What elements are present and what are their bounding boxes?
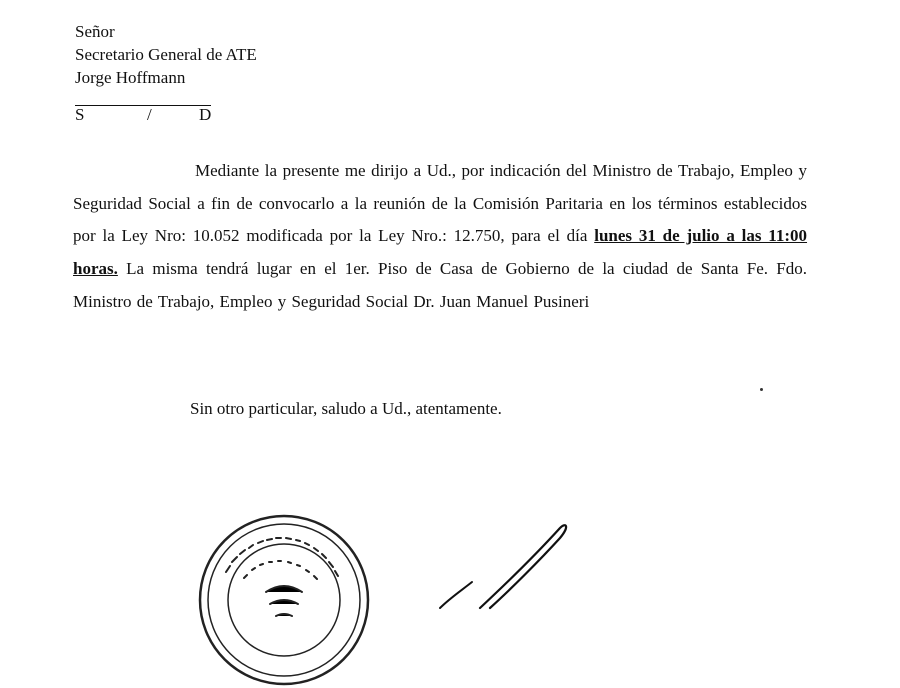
- sd-right: D: [199, 105, 212, 124]
- body-lead: Mediante la presente me dirijo a Ud., por indicación del Ministro de Trabajo, Empleo y Seguridad Social a fin de convocarlo a la reunión de la Comisión Paritaria en los términos establecidos por la Ley Nro: 10.052 modificada por la Ley Nro.: 12.750, para el día: [73, 161, 807, 246]
- ink-speck: [760, 388, 763, 391]
- sd-left: S: [75, 105, 85, 124]
- recipient-block: [75, 20, 257, 124]
- body-trail: La misma tendrá lugar en el 1er. Piso de Casa de Gobierno de la ciudad de Santa Fe. Fdo. Ministro de Trabajo, Empleo y Seguridad Social Dr. Juan Manuel Pusineri: [73, 259, 808, 311]
- recipient-name: Jorge Hoffmann: [75, 68, 186, 87]
- handwritten-signature: [420, 520, 590, 610]
- recipient-position: Secretario General de ATE: [75, 45, 257, 64]
- meeting-date: lunes 31 de julio a las 11:00 horas.: [73, 226, 808, 279]
- closing-line: Sin otro particular, saludo a Ud., atentamente.: [190, 399, 502, 418]
- official-seal: [196, 512, 372, 688]
- salutation: Señor: [75, 22, 115, 41]
- sd-line: [75, 89, 257, 124]
- sd-mid: /: [147, 105, 152, 124]
- letter-body: [73, 155, 807, 319]
